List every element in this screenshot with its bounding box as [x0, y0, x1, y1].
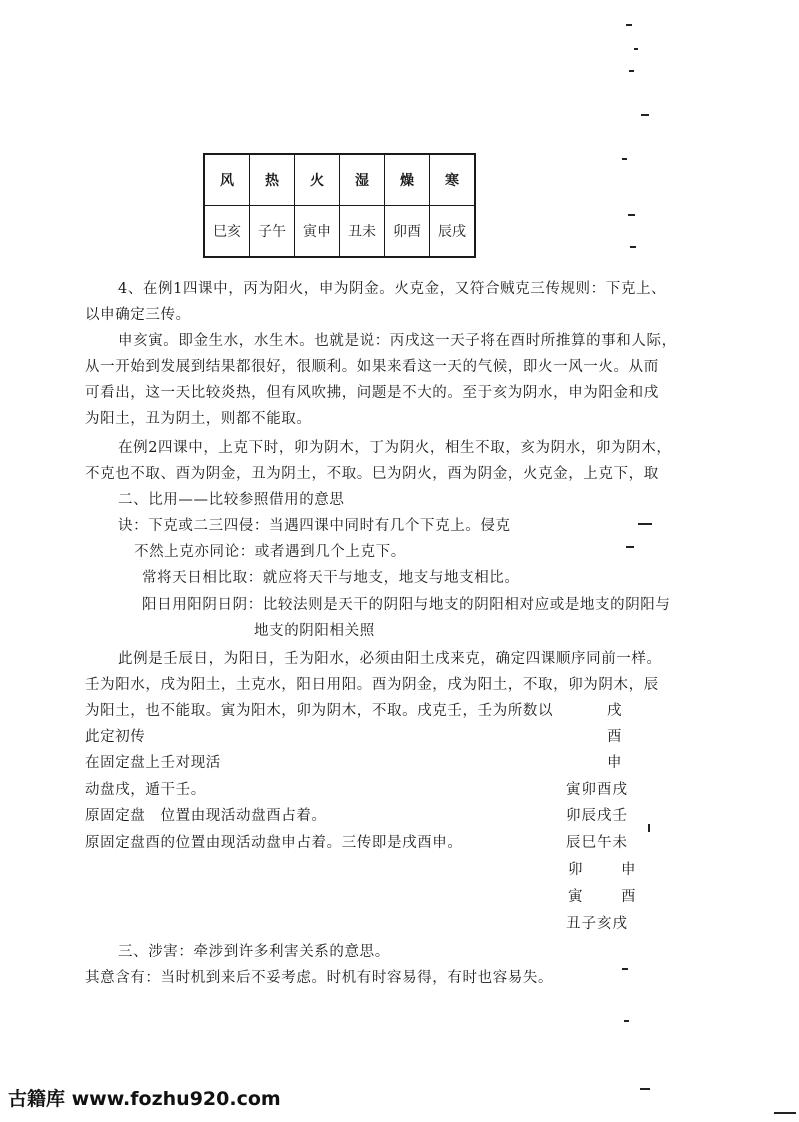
- scan-speck: [622, 968, 628, 970]
- scan-speck: [628, 214, 635, 216]
- plate-row: 丑子亥戌: [566, 916, 628, 932]
- scan-speck: [640, 1088, 650, 1090]
- transmission-char: 酉: [607, 729, 623, 745]
- transmission-char: 戌: [607, 703, 623, 719]
- paragraph-line: 原固定盘酉的位置由现活动盘申占着。三传即是戌酉申。: [85, 835, 463, 851]
- paragraph-line: 此例是壬辰日，为阳日，壬为阳水，必须由阳土戌来克，确定四课顺序同前一样。: [118, 651, 662, 667]
- element-branch-table: [203, 153, 476, 258]
- paragraph-line: 壬为阳水，戌为阳土，土克水，阳日用阳。酉为阴金，戌为阳土，不取，卯为阴木，辰: [85, 677, 659, 693]
- table-cell: 热: [250, 154, 295, 206]
- plate-row: 辰巳午未: [566, 835, 628, 851]
- scan-speck: [629, 70, 634, 72]
- table-cell: 风: [204, 154, 250, 206]
- paragraph-line: 在例2四课中，上克下时，卯为阴木，丁为阴火，相生不取，亥为阴水，卯为阴木，: [118, 440, 672, 456]
- paragraph-line: 可看出，这一天比较炎热，但有风吹拂，问题是不大的。至于亥为阴水，申为阳金和戌: [85, 385, 659, 401]
- paragraph-line: 动盘戌，遁干壬。: [85, 782, 206, 798]
- watermark-footer: 古籍库 www.fozhu920.com: [8, 1088, 281, 1110]
- plate-char: 寅: [568, 889, 584, 905]
- paragraph-line: 从一开始到发展到结果都很好，很顺利。如果来看这一天的气候，即火一风一火。从而: [85, 359, 659, 375]
- paragraph-line: 在固定盘上壬对现活: [85, 755, 221, 771]
- transmission-char: 申: [607, 755, 623, 771]
- plate-char: 申: [621, 862, 637, 878]
- verse-line: 阳日用阳阴日阴：比较法则是天干的阴阳与地支的阴阳相对应或是地支的阴阳与: [142, 597, 671, 613]
- table-cell: 丑未: [340, 206, 385, 258]
- scan-speck: [641, 114, 649, 116]
- scan-speck: [626, 546, 634, 548]
- scan-speck: [774, 1112, 796, 1114]
- paragraph-line: 以申确定三传。: [85, 307, 191, 323]
- plate-char: 卯: [568, 862, 584, 878]
- plate-row: 卯辰戌壬: [566, 808, 628, 824]
- table-cell: 火: [295, 154, 340, 206]
- table-header-row: [204, 154, 475, 206]
- table-cell: 寅申: [295, 206, 340, 258]
- table-cell: 寒: [430, 154, 476, 206]
- paragraph-line: 为阳土，丑为阴土，则都不能取。: [85, 411, 312, 427]
- scan-speck: [630, 246, 636, 248]
- table-cell: 子午: [250, 206, 295, 258]
- scan-speck: [622, 158, 627, 160]
- verse-line: 地支的阴阳相关照: [254, 623, 375, 639]
- table-cell: 湿: [340, 154, 385, 206]
- scan-speck: [624, 1020, 629, 1022]
- section-heading: 三、涉害：牵涉到许多利害关系的意思。: [118, 944, 390, 960]
- paragraph-line: 原固定盘 位置由现活动盘酉占着。: [85, 808, 327, 824]
- verse-line: 诀：下克或二三四侵：当遇四课中同时有几个下克上。侵克: [118, 518, 511, 534]
- paragraph-line: 其意含有：当时机到来后不妥考虑。时机有时容易得，有时也容易失。: [85, 970, 554, 986]
- paragraph-line: 此定初传: [85, 729, 146, 745]
- paragraph-line: 4、在例1四课中，丙为阳火，申为阴金。火克金，又符合贼克三传规则：下克上、: [118, 281, 667, 297]
- verse-line: 不然上克亦同论：或者遇到几个上克下。: [134, 544, 406, 560]
- paragraph-line: 为阳土，也不能取。寅为阳木，卯为阴木，不取。戌克壬，壬为所数以: [85, 703, 554, 719]
- scan-speck: [638, 523, 652, 525]
- scan-speck: [626, 24, 632, 26]
- plate-char: 酉: [621, 889, 637, 905]
- table-cell: 辰戌: [430, 206, 476, 258]
- paragraph-line: 申亥寅。即金生水，水生木。也就是说：丙戌这一天子将在酉时所推算的事和人际，: [118, 333, 677, 349]
- table-cell: 卯酉: [385, 206, 430, 258]
- verse-line: 常将天日相比取：就应将天干与地支，地支与地支相比。: [142, 570, 520, 586]
- scan-speck: [648, 824, 650, 832]
- plate-row: 寅卯酉戌: [566, 782, 628, 798]
- paragraph-line: 不克也不取、酉为阴金，丑为阴土，不取。巳为阴火，酉为阴金，火克金，上克下，取: [85, 466, 659, 482]
- scan-speck: [634, 48, 638, 50]
- section-heading: 二、比用——比较参照借用的意思: [118, 492, 345, 508]
- table-cell: 燥: [385, 154, 430, 206]
- table-cell: 巳亥: [204, 206, 250, 258]
- table-row: [204, 206, 475, 258]
